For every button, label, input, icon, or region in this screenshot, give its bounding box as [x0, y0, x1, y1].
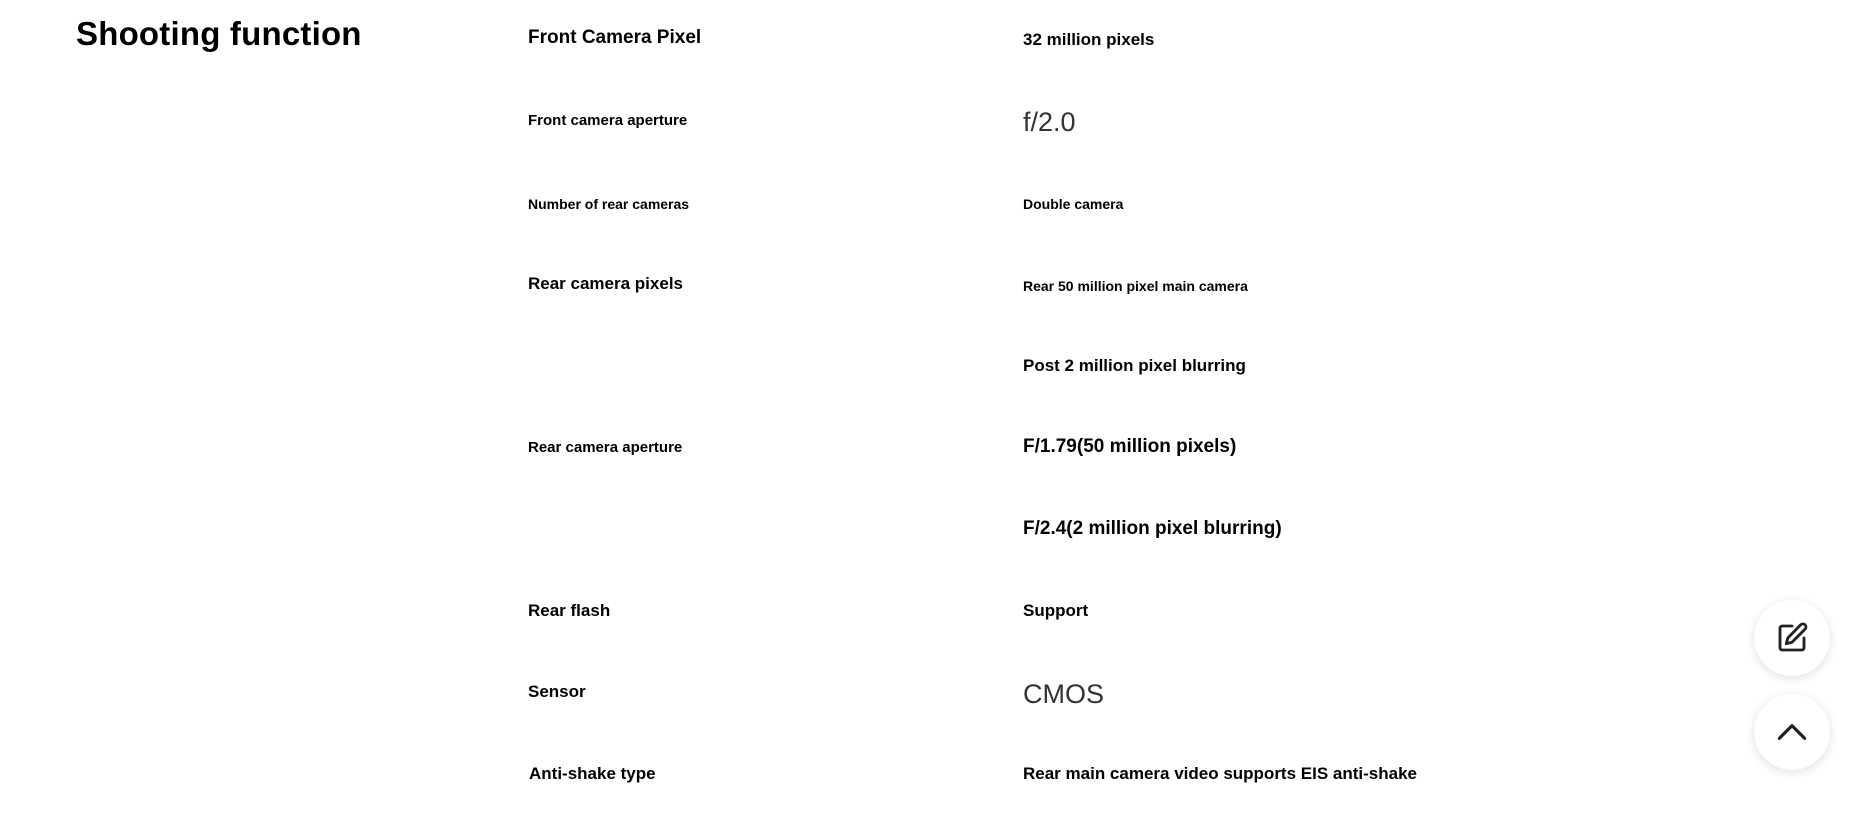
spec-label-sensor: Sensor	[528, 682, 586, 701]
section-title: Shooting function	[76, 15, 362, 52]
spec-label-front-camera-pixel: Front Camera Pixel	[528, 27, 702, 48]
spec-value-rear-flash: Support	[1023, 601, 1089, 620]
chevron-up-icon	[1773, 713, 1811, 751]
spec-value-rear-camera-aperture-main: F/1.79(50 million pixels)	[1023, 436, 1237, 457]
spec-value-front-camera-aperture: f/2.0	[1023, 107, 1076, 137]
spec-label-rear-camera-aperture: Rear camera aperture	[528, 439, 683, 456]
spec-value-rear-camera-aperture-blur: F/2.4(2 million pixel blurring)	[1023, 518, 1282, 539]
spec-label-rear-camera-count: Number of rear cameras	[528, 196, 690, 212]
spec-value-rear-camera-pixels-blur: Post 2 million pixel blurring	[1023, 356, 1246, 375]
spec-value-rear-camera-count: Double camera	[1023, 196, 1124, 212]
spec-value-rear-camera-pixels-main: Rear 50 million pixel main camera	[1023, 278, 1248, 294]
spec-label-front-camera-aperture: Front camera aperture	[528, 112, 688, 129]
spec-value-anti-shake: Rear main camera video supports EIS anti-shake	[1023, 764, 1417, 783]
spec-value-sensor: CMOS	[1023, 679, 1104, 709]
spec-label-rear-flash: Rear flash	[528, 601, 611, 620]
edit-icon	[1774, 620, 1810, 656]
spec-label-rear-camera-pixels: Rear camera pixels	[528, 274, 683, 293]
back-to-top-button[interactable]	[1754, 694, 1830, 770]
spec-value-front-camera-pixel: 32 million pixels	[1023, 30, 1155, 49]
spec-label-anti-shake: Anti-shake type	[529, 764, 656, 783]
edit-button[interactable]	[1754, 600, 1830, 676]
